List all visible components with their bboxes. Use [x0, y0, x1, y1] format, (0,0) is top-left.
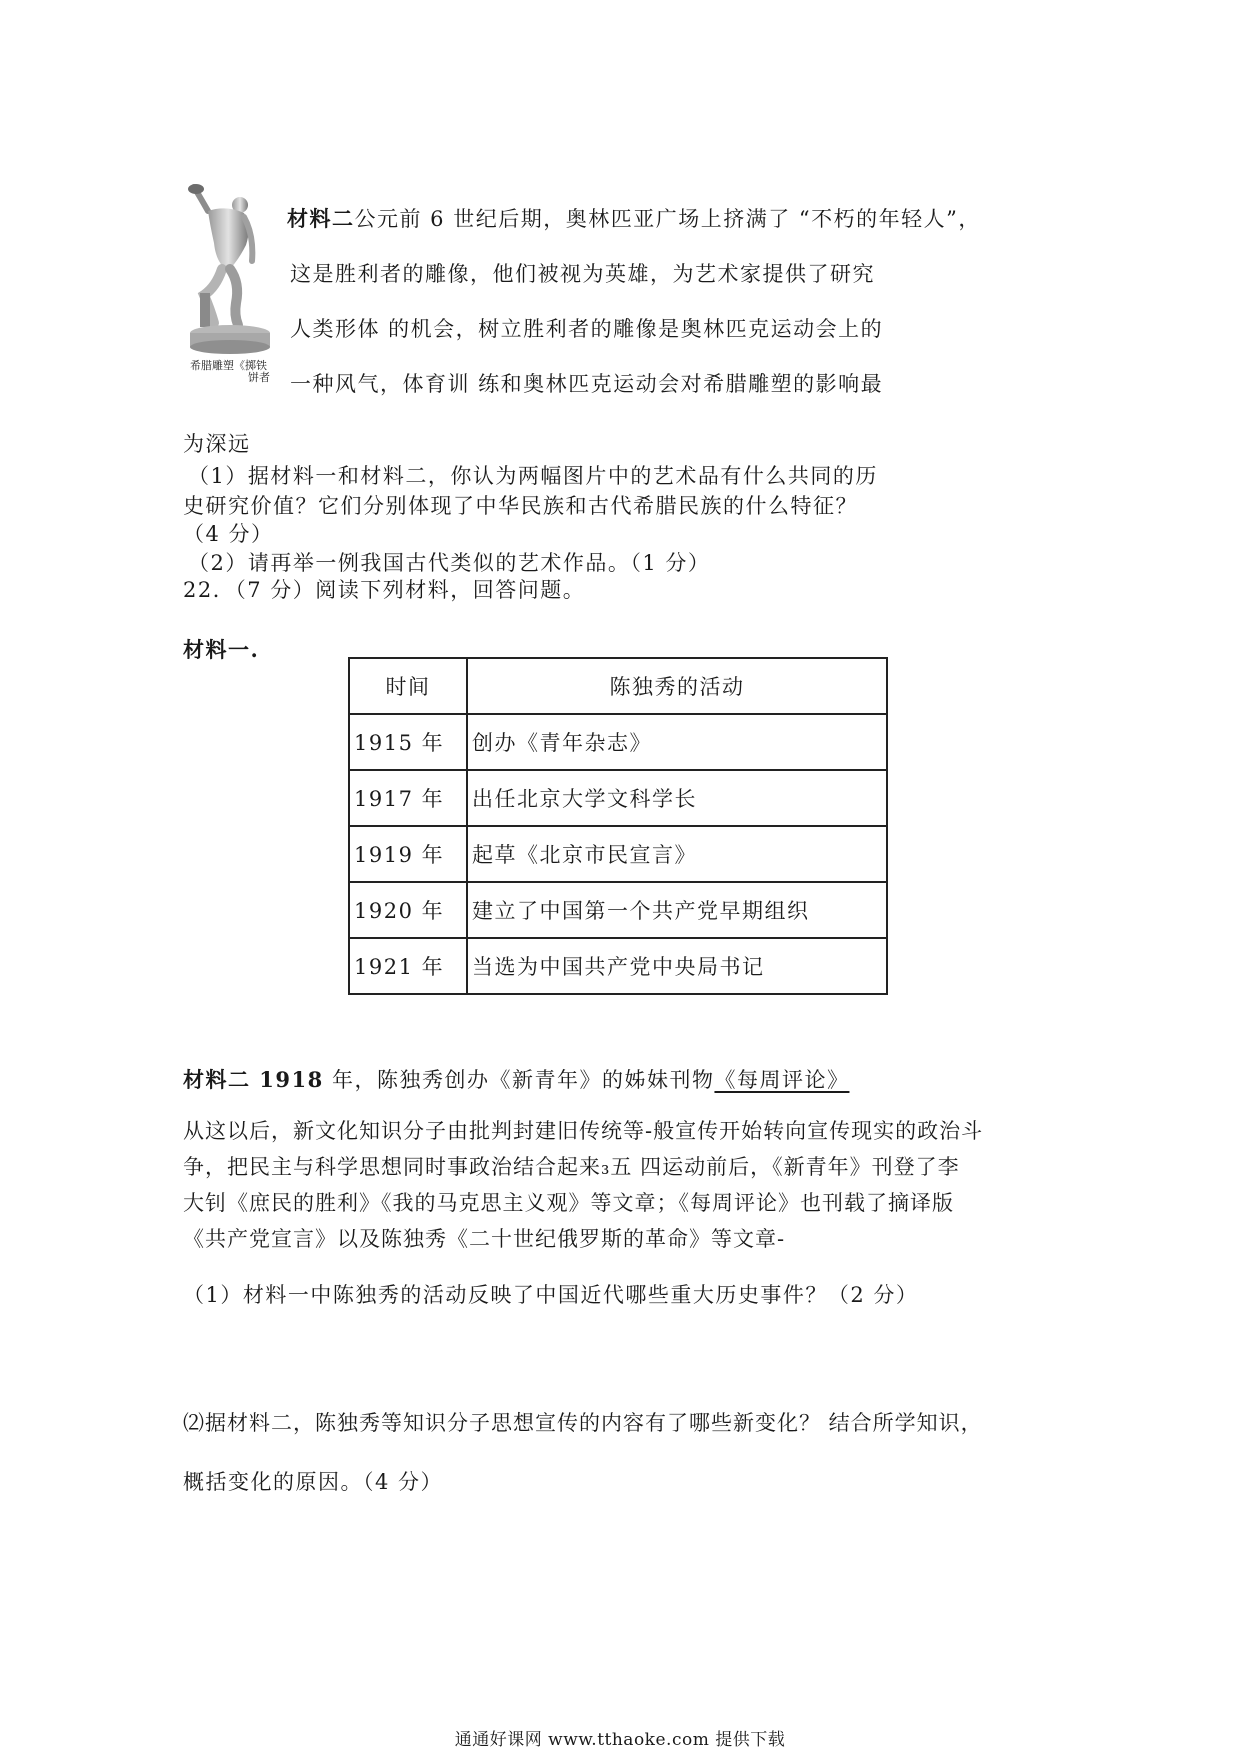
table-row: [349, 938, 887, 994]
material2-greek-line2: 这是胜利者的雕像，他们被视为英雄，为艺术家提供了研究: [290, 262, 875, 286]
statue-caption-line2: 饼者: [248, 371, 270, 384]
statue-caption: [190, 360, 270, 384]
table-header-time: 时间: [349, 658, 467, 714]
material2-greek-label: 材料二: [287, 206, 355, 231]
material2-greek-line3: 人类形体 的机会，树立胜利者的雕像是奥林匹克运动会上的: [290, 317, 884, 341]
material2-1918-line4: 大钊《庶民的胜利》《我的马克思主义观》等文章；《每周评论》也刊载了摘译版: [183, 1191, 954, 1215]
statue-caption-line1: 希腊雕塑《掷铁: [190, 359, 267, 372]
table-header-activity: 陈独秀的活动: [467, 658, 887, 714]
table-row: [349, 770, 887, 826]
chen-duxiu-activities-table: [348, 657, 888, 995]
q21-1-line1: （1）据材料一和材料二，你认为两幅图片中的艺术品有什么共同的历: [188, 464, 878, 488]
table-cell-activity: 起草《北京市民宣言》: [467, 826, 887, 882]
material2-greek-line1: 材料二公元前 6 世纪后期，奥林匹亚广场上挤满了 “不朽的年轻人”，: [287, 206, 981, 231]
table-cell-activity: 出任北京大学文科学长: [467, 770, 887, 826]
table-cell-activity: 当选为中国共产党中央局书记: [467, 938, 887, 994]
table-row: [349, 714, 887, 770]
q22-header: 22．（7 分）阅读下列材料，回答问题。: [183, 578, 586, 602]
material2-1918-line5: 《共产党宣言》以及陈独秀《二十世纪俄罗斯的革命》等文章-: [183, 1227, 786, 1251]
q22-2-line2: 概括变化的原因。（4 分）: [183, 1470, 444, 1494]
table-cell-activity: 建立了中国第一个共产党早期组织: [467, 882, 887, 938]
material2-1918-line3: 争，把民主与科学思想同时事政治结合起来₃五 四运动前后，《新青年》刊登了李: [183, 1155, 960, 1179]
table-row: [349, 826, 887, 882]
weekly-review-title: 《每周评论》: [714, 1068, 850, 1092]
footer-download-note: 通通好课网 www.tthaoke.com 提供下载: [454, 1730, 786, 1750]
material2-1918-line1: 材料二 1918 年，陈独秀创办《新青年》的姊妹刊物《每周评论》: [183, 1067, 850, 1092]
table-cell-activity: 创办《青年杂志》: [467, 714, 887, 770]
table-cell-year: 1917 年: [349, 770, 467, 826]
table-cell-year: 1921 年: [349, 938, 467, 994]
table-row: [349, 882, 887, 938]
material2-1918-label: 材料二 1918: [183, 1067, 324, 1092]
q22-1: （1）材料一中陈独秀的活动反映了中国近代哪些重大历史事件？（2 分）: [183, 1283, 919, 1307]
table-cell-year: 1919 年: [349, 826, 467, 882]
q21-1-line2: 史研究价值？它们分别体现了中华民族和古代希腊民族的什么特征？: [183, 494, 858, 518]
material2-greek-line4: 一种风气，体育训 练和奥林匹克运动会对希腊雕塑的影响最: [290, 372, 884, 396]
table-cell-year: 1915 年: [349, 714, 467, 770]
q21-1-line3: （4 分）: [183, 522, 274, 546]
q21-2: （2）请再举一例我国古代类似的艺术作品。（1 分）: [188, 551, 711, 575]
q22-2-line1: ⑵据材料二，陈独秀等知识分子思想宣传的内容有了哪些新变化？ 结合所学知识，: [183, 1411, 983, 1435]
discus-thrower-statue-image: [186, 183, 276, 358]
table-cell-year: 1920 年: [349, 882, 467, 938]
material2-1918-line2: 从这以后，新文化知识分子由批判封建旧传统等-般宣传开始转向宣传现实的政治斗: [183, 1119, 984, 1143]
table-header-row: [349, 658, 887, 714]
material1-label: 材料一.: [183, 637, 260, 662]
material2-greek-line5: 为深远: [183, 432, 251, 456]
